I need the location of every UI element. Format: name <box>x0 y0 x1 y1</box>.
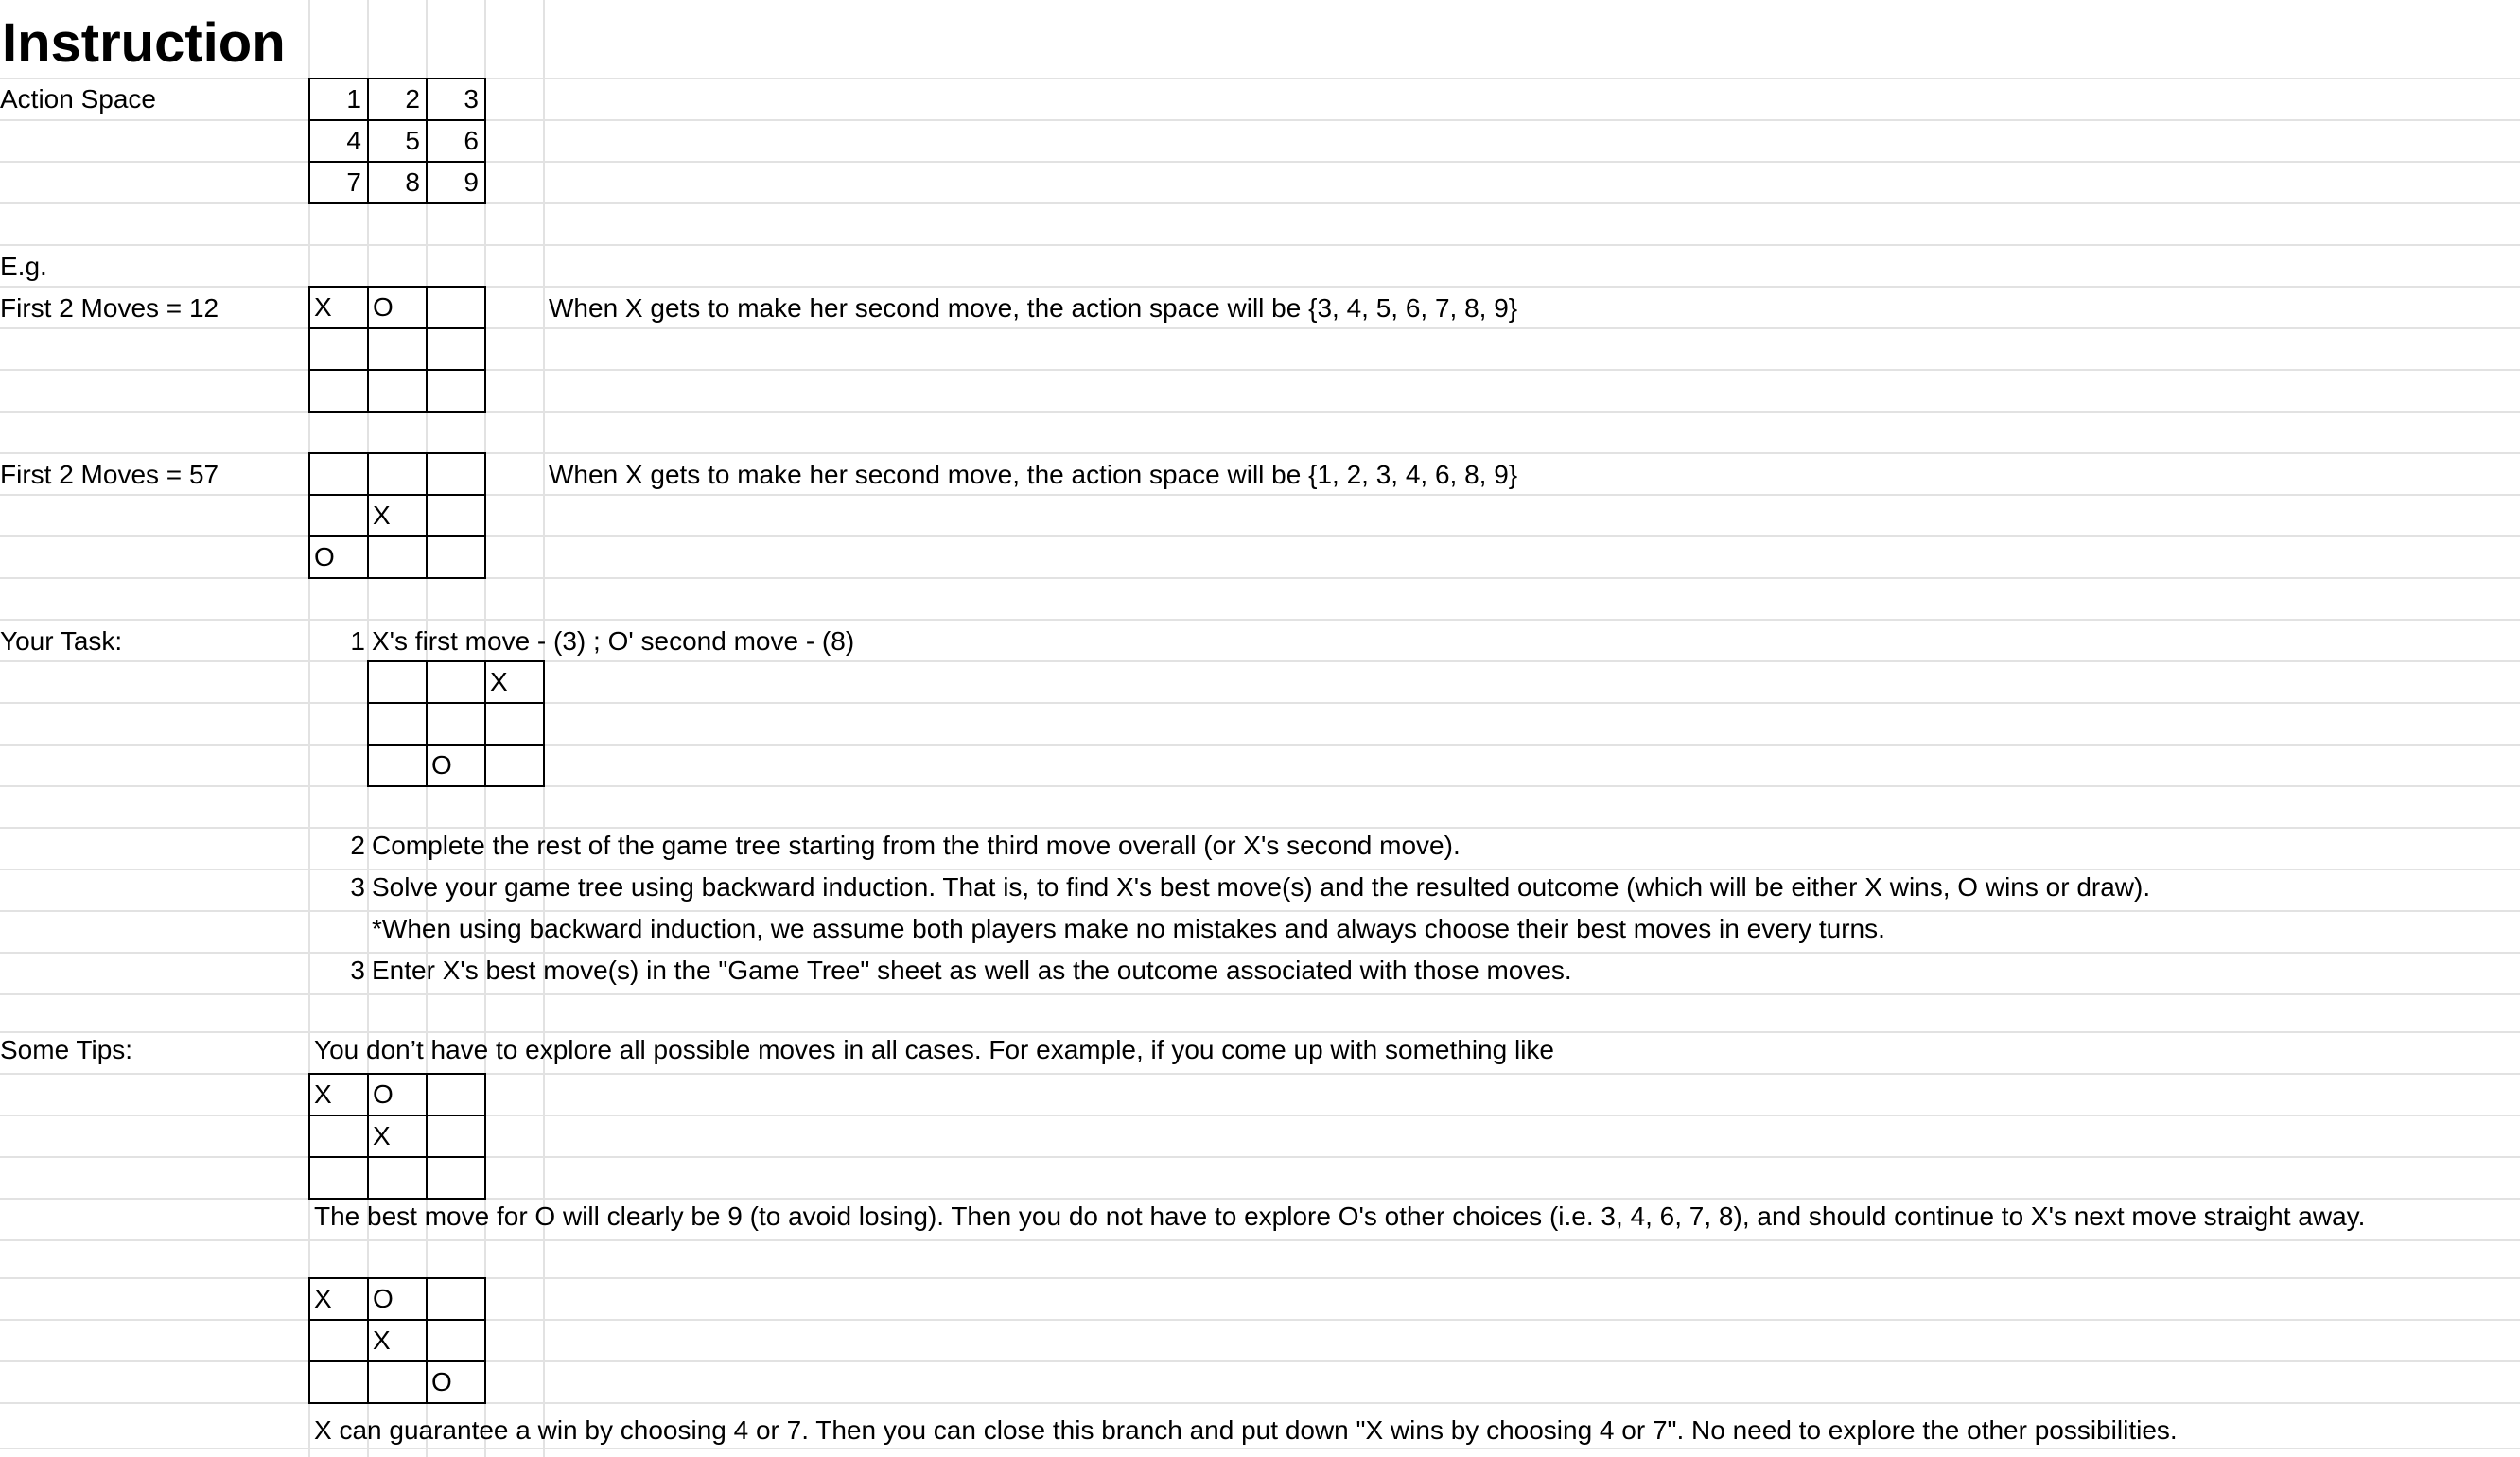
board-cell <box>426 161 486 204</box>
board-cell-value: 7 <box>346 167 361 197</box>
example2-note: When X gets to make her second move, the action space will be {1, 2, 3, 4, 6, 8, 9} <box>549 460 1518 489</box>
board-cell <box>426 535 486 579</box>
board-cell-value: O <box>373 1080 394 1109</box>
board-cell <box>367 78 428 121</box>
board-cell <box>308 1360 369 1404</box>
board-cell <box>426 1319 486 1362</box>
board-cell-value: 9 <box>464 167 479 197</box>
board-cell-value: O <box>373 1284 394 1313</box>
board-cell <box>367 702 428 746</box>
board-cell <box>308 78 369 121</box>
board-cell <box>308 452 369 496</box>
first-moves-12-label: First 2 Moves = 12 <box>0 293 219 323</box>
board-cell <box>367 1115 428 1158</box>
board-cell-value: O <box>373 292 394 322</box>
example1-note: When X gets to make her second move, the action space will be {3, 4, 5, 6, 7, 8, 9} <box>549 293 1518 323</box>
board-cell <box>308 161 369 204</box>
board-cell-value: 3 <box>464 84 479 114</box>
board-cell <box>367 494 428 537</box>
board-cell-value: X <box>373 500 391 530</box>
board-cell-value: X <box>314 1284 332 1313</box>
tips-intro: You don’t have to explore all possible moves in all cases. For example, if you come up with something like <box>314 1035 1554 1064</box>
board-cell <box>308 327 369 371</box>
task-step-text: Complete the rest of the game tree starting from the third move overall (or X's second move). <box>372 831 1461 860</box>
board-cell <box>426 702 486 746</box>
board-cell <box>367 119 428 163</box>
page-title: Instruction <box>2 12 286 74</box>
board-cell-value: X <box>373 1121 391 1150</box>
tips-note-1: The best move for O will clearly be 9 (to avoid losing). Then you do not have to explore O's other choices (i.e. 3, 4, 6, 7, 8), and should continue to X's next move straight away. <box>314 1202 2366 1231</box>
gridline <box>308 0 310 1457</box>
action-space-label: Action Space <box>0 84 156 114</box>
board-cell <box>367 327 428 371</box>
board-cell <box>367 660 428 704</box>
board-cell <box>367 452 428 496</box>
task-step-text: X's first move - (3) ; O' second move - (8) <box>372 626 855 656</box>
board-cell <box>308 1073 369 1116</box>
board-cell <box>484 660 545 704</box>
board-cell-value: O <box>314 542 335 571</box>
board-cell <box>426 286 486 329</box>
board-cell-value: 6 <box>464 126 479 155</box>
gridline <box>0 1239 2520 1241</box>
board-cell-value: 2 <box>405 84 420 114</box>
board-cell <box>484 744 545 787</box>
board-cell <box>367 1319 428 1362</box>
board-cell <box>308 119 369 163</box>
board-cell <box>426 1115 486 1158</box>
task-step-number: 2 <box>350 831 365 860</box>
board-cell <box>367 1360 428 1404</box>
board-cell-value: X <box>373 1325 391 1355</box>
board-cell <box>367 1156 428 1200</box>
board-cell-value: 4 <box>346 126 361 155</box>
board-cell-value: X <box>314 1080 332 1109</box>
board-cell <box>426 1277 486 1321</box>
board-cell <box>426 119 486 163</box>
example-label: E.g. <box>0 252 47 281</box>
task-step-note: *When using backward induction, we assume both players make no mistakes and always choose their best moves in every turns. <box>372 914 1885 943</box>
board-cell <box>426 660 486 704</box>
board-cell <box>426 452 486 496</box>
first-moves-57-label: First 2 Moves = 57 <box>0 460 219 489</box>
board-cell <box>484 702 545 746</box>
board-cell <box>367 286 428 329</box>
board-cell <box>367 1073 428 1116</box>
tips-note-2: X can guarantee a win by choosing 4 or 7. Then you can close this branch and put down "X wins by choosing 4 or 7". No need to explore the other possibilities. <box>314 1415 2178 1445</box>
board-cell-value: X <box>314 292 332 322</box>
board-cell-value: 8 <box>405 167 420 197</box>
task-step-number: 1 <box>350 626 365 656</box>
board-cell <box>308 494 369 537</box>
board-cell-value: O <box>431 750 452 780</box>
board-cell <box>426 1360 486 1404</box>
board-cell <box>308 535 369 579</box>
board-cell-value: O <box>431 1367 452 1396</box>
board-cell <box>367 369 428 413</box>
board-cell <box>308 286 369 329</box>
board-cell <box>426 327 486 371</box>
board-cell <box>308 369 369 413</box>
board-cell-value: X <box>490 667 508 696</box>
your-task-label: Your Task: <box>0 626 123 656</box>
board-cell <box>308 1115 369 1158</box>
task-step-number: 3 <box>350 872 365 902</box>
board-cell-value: 5 <box>405 126 420 155</box>
gridline <box>0 993 2520 995</box>
board-cell <box>426 1073 486 1116</box>
board-cell <box>367 535 428 579</box>
board-cell <box>367 161 428 204</box>
gridline <box>0 244 2520 246</box>
task-step-text: Solve your game tree using backward induction. That is, to find X's best move(s) and the resulted outcome (which will be either X wins, O wins or draw). <box>372 872 2151 902</box>
board-cell <box>367 1277 428 1321</box>
board-cell <box>308 1156 369 1200</box>
board-cell <box>426 78 486 121</box>
board-cell <box>426 744 486 787</box>
board-cell <box>308 1277 369 1321</box>
board-cell-value: 1 <box>346 84 361 114</box>
some-tips-label: Some Tips: <box>0 1035 133 1064</box>
board-cell <box>367 744 428 787</box>
board-cell <box>426 1156 486 1200</box>
board-cell <box>426 494 486 537</box>
task-step-text: Enter X's best move(s) in the "Game Tree" sheet as well as the outcome associated with those moves. <box>372 956 1572 985</box>
task-step-number: 3 <box>350 956 365 985</box>
board-cell <box>426 369 486 413</box>
board-cell <box>308 1319 369 1362</box>
